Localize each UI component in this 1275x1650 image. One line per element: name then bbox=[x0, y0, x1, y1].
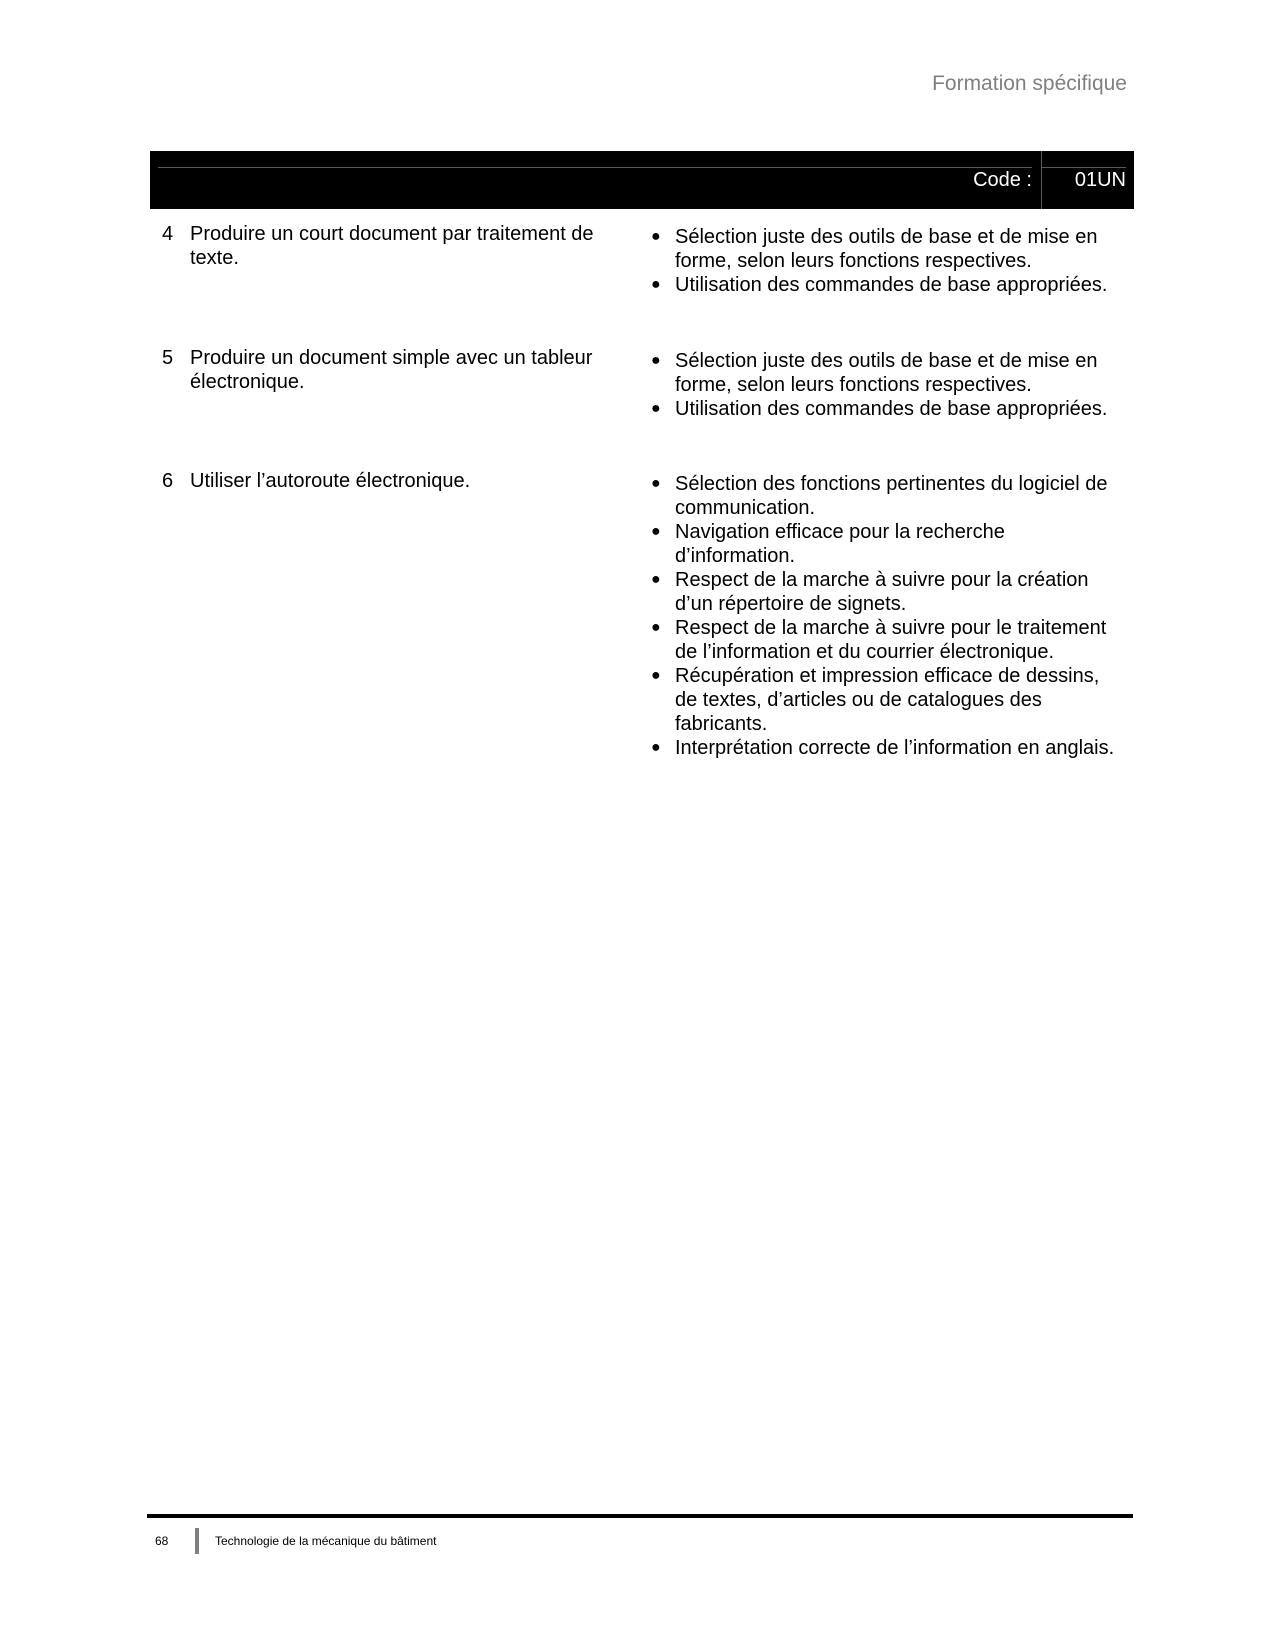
footer-title: Technologie de la mécanique du bâtiment bbox=[215, 1534, 437, 1548]
bullet-icon: ● bbox=[651, 739, 661, 756]
criteria-item: ● Sélection des fonctions pertinentes du logiciel de communication. bbox=[651, 473, 1108, 519]
bullet-icon: ● bbox=[651, 400, 661, 417]
code-value: 01UN bbox=[1074, 169, 1126, 191]
bullet-icon: ● bbox=[651, 352, 661, 369]
criteria-list bbox=[648, 349, 1118, 421]
element-text: Produire un document simple avec un tableur électronique. bbox=[190, 347, 593, 393]
bullet-icon: ● bbox=[651, 619, 661, 636]
element-number: 5 bbox=[162, 347, 174, 369]
criteria-item: ● Utilisation des commandes de base appropriées. bbox=[651, 274, 1108, 296]
criteria-item: ● Respect de la marche à suivre pour le traitement de l’information et du courrier électronique. bbox=[651, 617, 1107, 663]
criteria-item: ● Respect de la marche à suivre pour la création d’un répertoire de signets. bbox=[651, 569, 1089, 615]
footer-rule bbox=[147, 1514, 1133, 1518]
page-number: 68 bbox=[155, 1534, 169, 1548]
code-bar bbox=[150, 151, 1134, 209]
criteria-item: ● Navigation efficace pour la recherche d’information. bbox=[651, 521, 1005, 567]
criteria-item: ● Sélection juste des outils de base et de mise en forme, selon leurs fonctions respectives. bbox=[651, 226, 1098, 272]
code-bar-rule bbox=[158, 167, 1032, 168]
bullet-icon: ● bbox=[651, 276, 661, 293]
criteria-item: ● Sélection juste des outils de base et de mise en forme, selon leurs fonctions respectives. bbox=[651, 350, 1098, 396]
code-bar-separator bbox=[1041, 151, 1042, 209]
bullet-icon: ● bbox=[651, 228, 661, 245]
code-label: Code : bbox=[973, 169, 1032, 191]
criteria-item: ● Récupération et impression efficace de dessins, de textes, d’articles ou de catalogues des fabricants. bbox=[651, 665, 1100, 735]
element-text: Produire un court document par traitement de texte. bbox=[190, 223, 594, 269]
criteria-item: ● Interprétation correcte de l’information en anglais. bbox=[651, 737, 1115, 759]
bullet-icon: ● bbox=[651, 571, 661, 588]
footer-separator bbox=[195, 1528, 199, 1554]
bullet-icon: ● bbox=[651, 523, 661, 540]
bullet-icon: ● bbox=[651, 475, 661, 492]
bullet-icon: ● bbox=[651, 667, 661, 684]
criteria-list bbox=[648, 225, 1118, 297]
criteria-item: ● Utilisation des commandes de base appropriées. bbox=[651, 398, 1108, 420]
element-number: 6 bbox=[162, 470, 174, 492]
code-bar-rule-right bbox=[1042, 167, 1126, 168]
element-number: 4 bbox=[162, 223, 174, 245]
running-head: Formation spécifique bbox=[932, 72, 1127, 95]
element-text: Utiliser l’autoroute électronique. bbox=[190, 470, 471, 492]
criteria-list bbox=[648, 472, 1118, 760]
